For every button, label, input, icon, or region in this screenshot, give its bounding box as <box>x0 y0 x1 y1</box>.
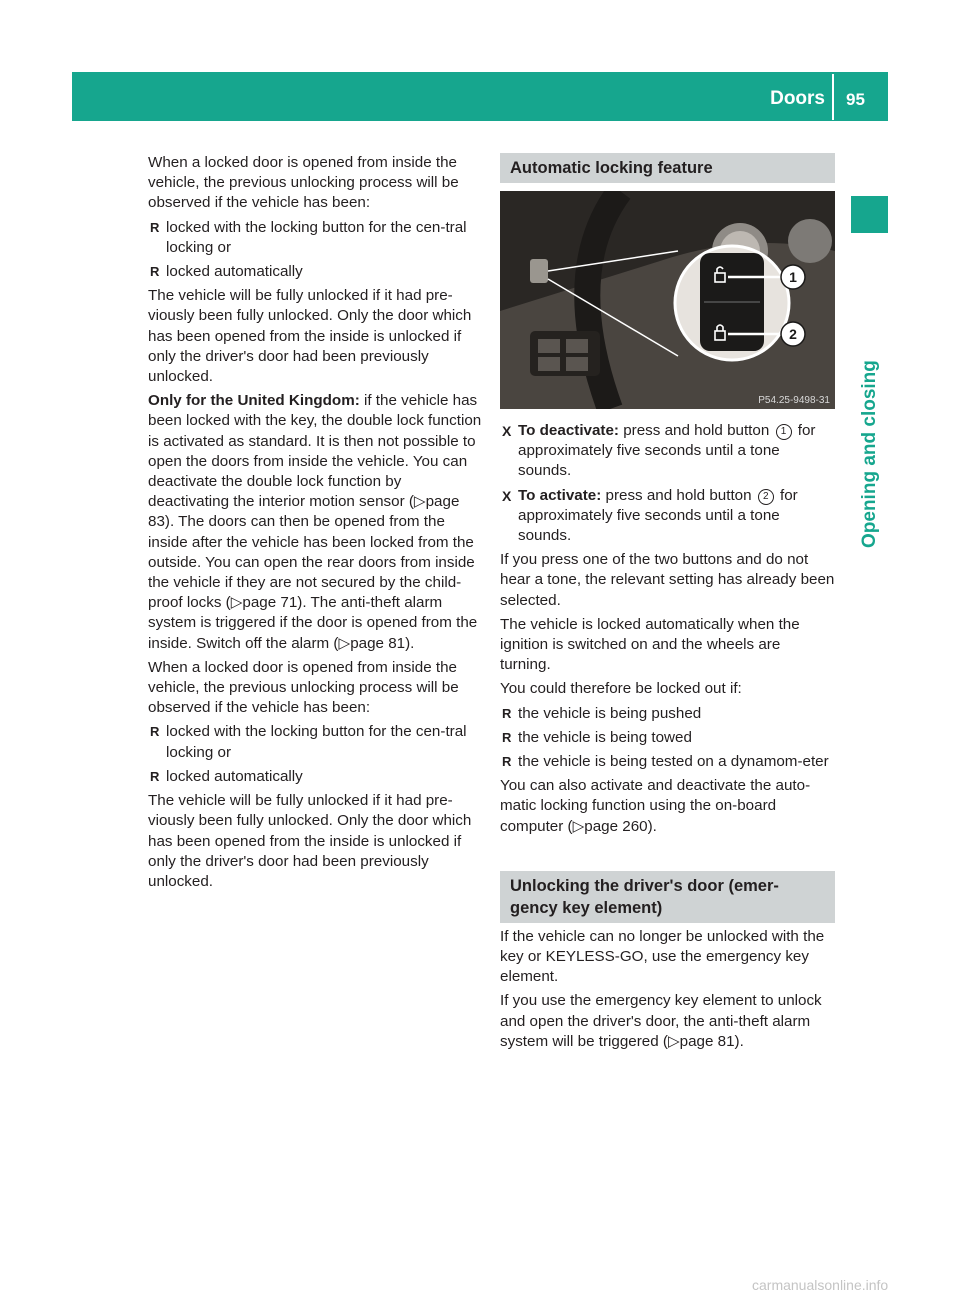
right-column <box>500 153 835 1056</box>
section-heading: Unlocking the driver's door (emer-gency key element) <box>500 871 835 923</box>
callout-ref-2: 2 <box>758 489 774 505</box>
door-lock-button-photo <box>500 191 835 409</box>
step-item: X To activate: press and hold button 2 for approximately five seconds until a tone sounds. <box>502 486 798 545</box>
paragraph: The vehicle is locked automatically when the ignition is switched on and the wheels are turning. <box>500 615 800 674</box>
page-link[interactable]: page 81). <box>679 1032 744 1050</box>
page-link[interactable]: page 81). <box>350 634 415 652</box>
bullet-item: R locked with the locking button for the cen-tral locking or <box>148 722 484 762</box>
header-divider <box>832 74 834 120</box>
bullet-item: R locked automatically <box>148 262 484 282</box>
photo-code: P54.25-9498-31 <box>758 395 830 406</box>
paragraph: If you use the emergency key element to unlock and open the driver's door, the anti-theft alarm system will be triggered (▷page 81). <box>500 992 822 1050</box>
step-arrow-icon: X <box>502 487 512 504</box>
bullet-item: R locked with the locking button for the cen-tral locking or <box>148 218 484 258</box>
paragraph: When a locked door is opened from inside the vehicle, the previous unlocking process will be observed if the vehicle has been: <box>148 154 459 212</box>
step-item: X To deactivate: press and hold button 1 for approximately five seconds until a tone sounds. <box>502 422 816 480</box>
page-reference-triangle-icon: ▷ <box>230 594 243 612</box>
page-link[interactable]: page 71). The anti-theft alarm system is triggered if the door is opened from the inside. Switch off the alarm ( <box>148 594 478 652</box>
paragraph: Only for the United Kingdom: if the vehicle has been locked with the key, the double lock function is activated as standard. It is then not possible to open the doors from inside the vehicle. You can deactivate the double lock function by deactivating the interior motion sensor (▷page 83). The doors can then be opened from the inside after the vehicle has been locked from the outside. You can open the rear doors from inside the vehicle if they are not secured by the child-proof locks (▷page 71). The anti-theft alarm system is triggered if the door is opened from the inside. Switch off the alarm (▷page 81). <box>148 392 482 652</box>
page-reference-triangle-icon: ▷ <box>413 493 426 511</box>
page-reference-triangle-icon: ▷ <box>338 634 351 652</box>
paragraph: If you press one of the two buttons and do not hear a tone, the relevant setting has already been selected. <box>500 551 835 609</box>
bold-lead: Only for the United Kingdom: <box>148 392 360 410</box>
page-link[interactable]: page 260). <box>584 817 657 835</box>
callout-1: 1 <box>789 269 797 285</box>
paragraph: When a locked door is opened from inside the vehicle, the previous unlocking process will be observed if the vehicle has been: <box>148 658 459 717</box>
step-arrow-icon: X <box>502 423 512 439</box>
page-link[interactable]: page 83). The doors can then be opened from the inside after the vehicle has been locked from the outside. You can open the rear doors from inside the vehicle if they are not secured by the child-proof locks ( <box>148 493 475 612</box>
side-tab-label: Opening and closing <box>859 360 880 548</box>
callout-ref-1: 1 <box>776 424 792 440</box>
paragraph: You could therefore be locked out if: <box>500 680 742 698</box>
page-number: 95 <box>846 90 865 109</box>
paragraph: The vehicle will be fully unlocked if it had pre-viously been fully unlocked. Only the door which has been opened from the inside is unlocked if only the driver's door had been previously unlocked. <box>148 287 472 386</box>
callout-2: 2 <box>789 326 797 342</box>
section-title: Doors <box>770 88 825 109</box>
left-column <box>148 153 484 896</box>
section-heading: Automatic locking feature <box>500 153 835 183</box>
footer-watermark: carmanualsonline.info <box>752 1277 889 1293</box>
paragraph: You can also activate and deactivate the auto-matic locking function using the on-board computer (▷page 260). <box>500 777 811 835</box>
paragraph: If the vehicle can no longer be unlocked with the key or KEYLESS-GO, use the emergency key element. <box>500 927 825 986</box>
page-reference-triangle-icon: ▷ <box>667 1032 680 1050</box>
side-tab-marker <box>851 196 888 233</box>
page-reference-triangle-icon: ▷ <box>572 817 585 835</box>
bullet-item: R the vehicle is being towed <box>500 728 835 748</box>
bullet-item: R the vehicle is being pushed <box>500 704 835 724</box>
paragraph: The vehicle will be fully unlocked if it had pre-viously been fully unlocked. Only the door which has been opened from the inside is unlocked if only the driver's door had been previously unlocked. <box>148 792 472 890</box>
bullet-item: R locked automatically <box>148 767 484 787</box>
bullet-item: R the vehicle is being tested on a dynamom-eter <box>500 752 835 772</box>
